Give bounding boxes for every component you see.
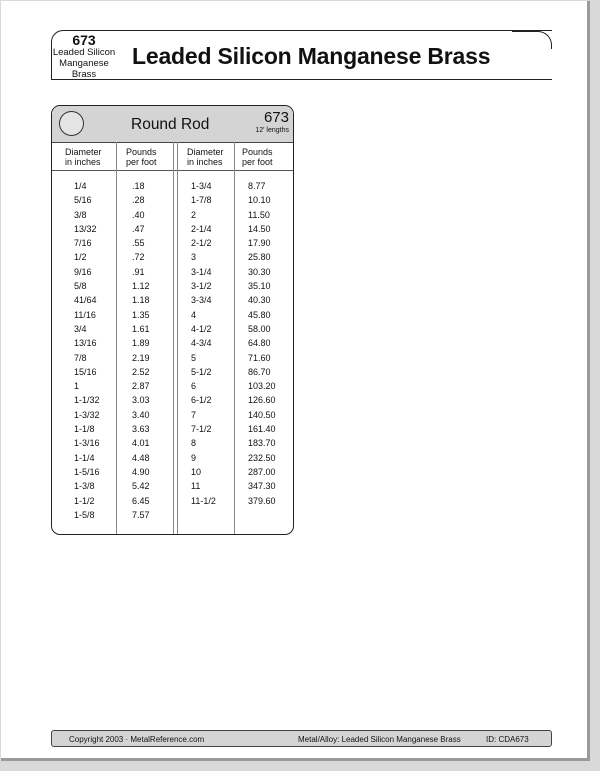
table-cell: 10.10 <box>248 195 271 206</box>
table-cell: 4-3/4 <box>191 338 212 349</box>
table-cell: 1 <box>74 381 80 392</box>
table-cell: 25.80 <box>248 252 271 263</box>
table-cell: 3-3/4 <box>191 295 212 306</box>
table-cell: 4 <box>191 309 197 320</box>
table-cell: 232.50 <box>248 452 276 463</box>
table-cell: 3-1/2 <box>191 281 212 292</box>
table-cell: 4.90 <box>132 466 150 477</box>
table-cell: 347.30 <box>248 481 276 492</box>
shape-title: Round Rod <box>131 116 210 133</box>
table-cell: .47 <box>132 223 145 234</box>
table-cell: 8.77 <box>248 181 266 191</box>
table-cell: 5/8 <box>74 281 87 292</box>
table-cell: 6-1/2 <box>191 395 212 406</box>
table-cell: 4.01 <box>132 438 150 449</box>
table-cell: 7 <box>191 409 197 420</box>
table-cell: 4.48 <box>132 452 150 463</box>
table-cell: 7-1/2 <box>191 424 212 435</box>
table-cell: 6 <box>191 381 197 392</box>
table-cell: 3-1/4 <box>191 266 212 277</box>
table-cell: 71.60 <box>248 352 271 363</box>
table-cell: 1-1/8 <box>74 424 95 435</box>
table-cell: .40 <box>132 209 145 220</box>
column-header-diameter-right: Diameter in inches <box>187 147 224 167</box>
column-header-diameter-left: Diameter in inches <box>65 147 102 167</box>
table-cell: 14.50 <box>248 223 271 234</box>
footer-bar <box>51 730 552 747</box>
column-divider <box>177 142 178 534</box>
footer-id: ID: CDA673 <box>486 735 529 744</box>
table-cell: 1-1/32 <box>74 395 100 406</box>
page-title: Leaded Silicon Manganese Brass <box>132 43 491 69</box>
circle-icon <box>59 111 84 136</box>
table-cell: 30.30 <box>248 266 271 277</box>
table-cell: 6.45 <box>132 495 150 506</box>
table-cell: 11/16 <box>74 309 96 320</box>
table-cell: 5.42 <box>132 481 150 492</box>
table-cell: 1.12 <box>132 281 150 292</box>
table-cell: 5/16 <box>74 195 92 206</box>
table-cell: 3.03 <box>132 395 150 406</box>
table-cell: 1.18 <box>132 295 150 306</box>
footer-metal-alloy: Metal/Alloy: Leaded Silicon Manganese Brass <box>298 735 461 744</box>
table-cell: 35.10 <box>248 281 271 292</box>
table-cell: .91 <box>132 266 145 277</box>
header-banner <box>51 30 552 80</box>
table-cell: 1-3/32 <box>74 409 100 420</box>
alloy-number: 673 <box>72 32 96 48</box>
table-cell: 2.19 <box>132 352 150 363</box>
table-cell: 45.80 <box>248 309 271 320</box>
table-cell: .28 <box>132 195 145 206</box>
table-cell: 7/8 <box>74 352 87 363</box>
table-cell: 7.57 <box>132 509 150 520</box>
diameter-list-left <box>74 179 100 522</box>
table-cell: 13/32 <box>74 223 97 234</box>
table-cell: 40.30 <box>248 295 271 306</box>
table-cell: 2-1/4 <box>191 223 212 234</box>
diameter-list-right <box>191 179 216 508</box>
table-cell: 8 <box>191 438 197 449</box>
table-cell: 2-1/2 <box>191 238 212 249</box>
column-divider <box>116 142 117 534</box>
table-cell: 1.89 <box>132 338 150 349</box>
length-note: 12' lengths <box>255 127 289 134</box>
alloy-subtitle-line3: Brass <box>71 69 97 80</box>
table-cell: 1-3/8 <box>74 481 95 492</box>
table-cell: 1-5/8 <box>74 509 95 520</box>
table-cell: 9/16 <box>74 266 92 277</box>
table-cell: 41/64 <box>74 295 97 306</box>
weight-list-left <box>132 179 150 522</box>
table-cell: 5 <box>191 352 197 363</box>
column-header-pounds-left: Pounds per foot <box>126 147 157 167</box>
table-cell: .72 <box>132 252 145 263</box>
table-cell: 4-1/2 <box>191 323 212 334</box>
table-cell: 3.40 <box>132 409 150 420</box>
alloy-subtitle-line1: Leaded Silicon <box>52 47 116 58</box>
column-header-pounds-right: Pounds per foot <box>242 147 273 167</box>
table-cell: 1-5/16 <box>74 466 100 477</box>
table-cell: 64.80 <box>248 338 271 349</box>
footer-copyright: Copyright 2003 · MetalReference.com <box>69 735 205 744</box>
table-cell: 1.61 <box>132 323 150 334</box>
card-alloy-number: 673 <box>263 109 289 126</box>
table-cell: 2.52 <box>132 366 150 377</box>
table-cell: 103.20 <box>248 381 276 392</box>
column-divider <box>234 142 235 534</box>
table-header-bar <box>52 106 293 143</box>
column-divider <box>173 142 174 534</box>
table-cell: 1-1/2 <box>74 495 95 506</box>
table-cell: 9 <box>191 452 197 463</box>
table-cell: 1.35 <box>132 309 150 320</box>
table-cell: 17.90 <box>248 238 271 249</box>
table-cell: 1-1/4 <box>74 452 95 463</box>
table-cell: 2 <box>191 209 197 220</box>
table-cell: 161.40 <box>248 424 276 435</box>
weight-list-right <box>248 179 276 508</box>
table-cell: 1/4 <box>74 181 87 191</box>
table-cell: 2.87 <box>132 381 150 392</box>
table-cell: 1-3/16 <box>74 438 100 449</box>
table-cell: 3/8 <box>74 209 87 220</box>
alloy-subtitle-line2: Manganese <box>59 58 109 69</box>
table-cell: 183.70 <box>248 438 276 449</box>
table-cell: .55 <box>132 238 145 249</box>
table-cell: 3.63 <box>132 424 150 435</box>
table-cell: 10 <box>191 466 202 477</box>
table-cell: .18 <box>132 181 145 191</box>
table-cell: 3/4 <box>74 323 87 334</box>
table-cell: 379.60 <box>248 495 276 506</box>
table-cell: 3 <box>191 252 197 263</box>
table-cell: 5-1/2 <box>191 366 212 377</box>
table-cell: 1/2 <box>74 252 87 263</box>
table-cell: 11-1/2 <box>191 495 216 506</box>
table-cell: 86.70 <box>248 366 271 377</box>
table-cell: 1-7/8 <box>191 195 212 206</box>
table-cell: 7/16 <box>74 238 92 249</box>
alloy-badge <box>52 31 116 79</box>
table-cell: 11 <box>191 481 201 492</box>
table-cell: 126.60 <box>248 395 276 406</box>
table-cell: 287.00 <box>248 466 276 477</box>
round-rod-table <box>51 105 294 535</box>
table-cell: 1-3/4 <box>191 181 212 191</box>
table-cell: 140.50 <box>248 409 276 420</box>
table-cell: 15/16 <box>74 366 97 377</box>
table-cell: 11.50 <box>248 209 270 220</box>
document-page <box>1 1 590 761</box>
table-cell: 58.00 <box>248 323 271 334</box>
table-cell: 13/16 <box>74 338 97 349</box>
